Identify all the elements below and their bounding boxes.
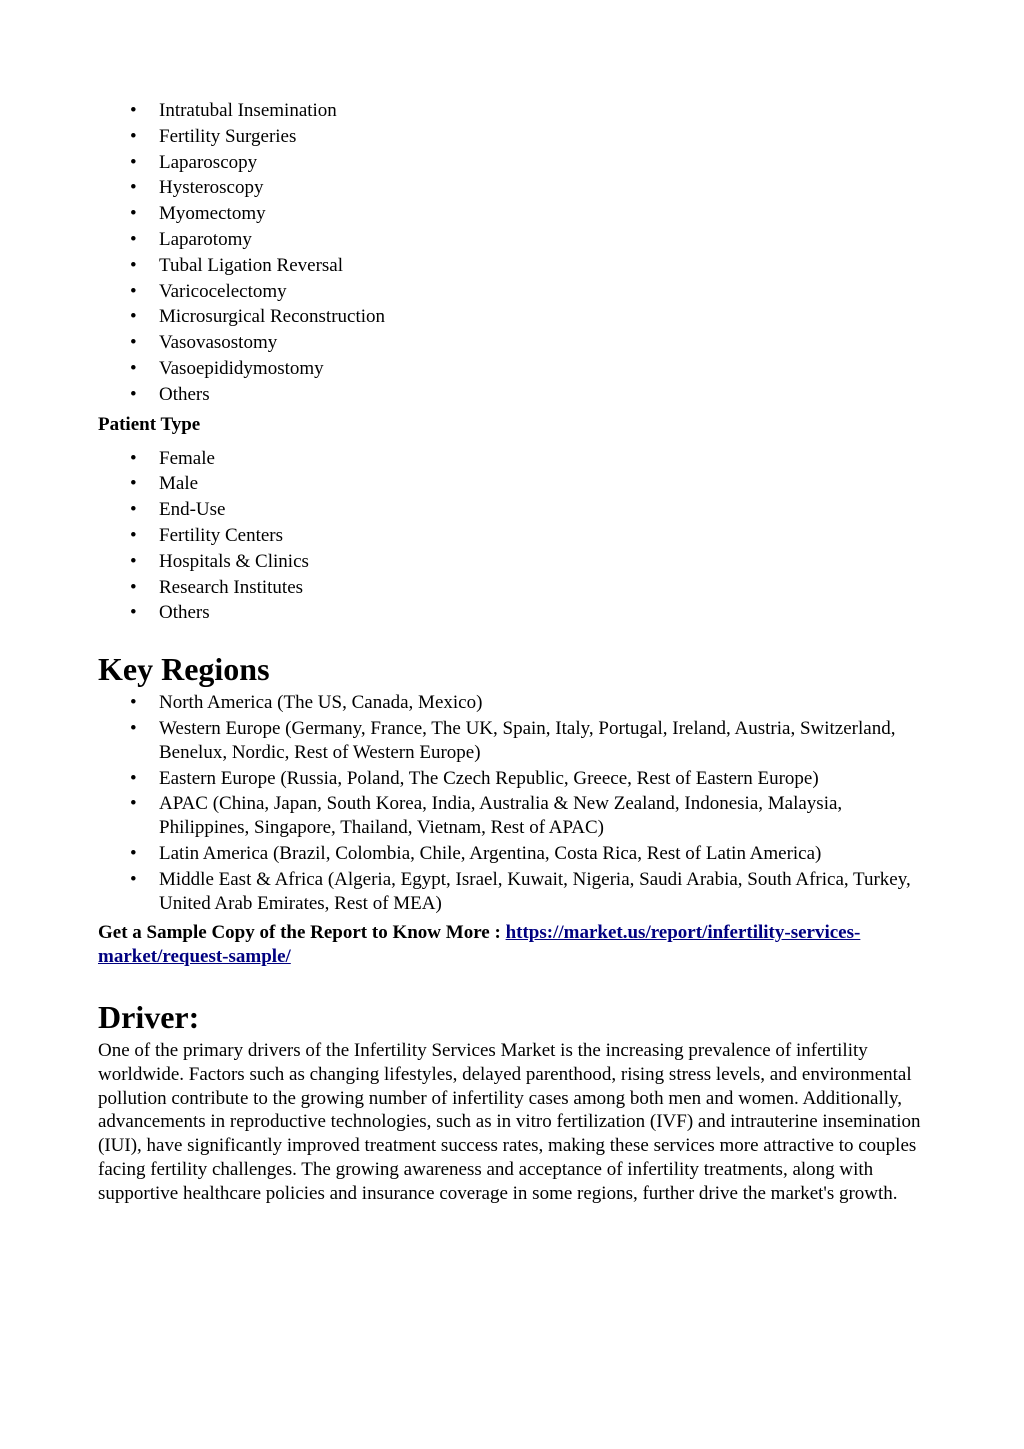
list-item bbox=[98, 717, 928, 765]
list-item-label: Vasoepididymostomy bbox=[159, 357, 324, 379]
list-item bbox=[98, 151, 928, 175]
bullet-icon: • bbox=[130, 473, 137, 495]
list-item bbox=[98, 498, 928, 522]
list-item-label: Eastern Europe (Russia, Poland, The Czech Republic, Greece, Rest of Eastern Europe) bbox=[159, 767, 819, 789]
list-item-label: Female bbox=[159, 447, 215, 469]
bullet-icon: • bbox=[130, 228, 137, 250]
document-page bbox=[98, 99, 928, 1205]
bullet-icon: • bbox=[130, 692, 137, 714]
bullet-icon: • bbox=[130, 576, 137, 598]
key-regions-heading: Key Regions bbox=[98, 651, 270, 688]
list-item bbox=[98, 99, 928, 123]
list-item bbox=[98, 842, 928, 866]
patient-type-list bbox=[98, 447, 928, 626]
list-item bbox=[98, 447, 928, 471]
driver-paragraph: One of the primary drivers of the Infertility Services Market is the increasing prevalence of infertility worldwide. Factors such as changing lifestyles, delayed parenthood, rising stress levels, and environmental pollution contribute to the growing number of infertility cases among both men and women. Additionally, advancements in reproductive technologies, such as in vitro fertilization (IVF) and intrauterine insemination (IUI), have significantly improved treatment success rates, making these services more attractive to couples facing fertility challenges. The growing awareness and acceptance of infertility treatments, along with supportive healthcare policies and insurance coverage in some regions, further drive the market's growth. bbox=[98, 1039, 921, 1204]
list-item-label: Others bbox=[159, 383, 210, 405]
list-item bbox=[98, 472, 928, 496]
list-item-label: Vasovasostomy bbox=[159, 332, 278, 354]
list-item bbox=[98, 691, 928, 715]
list-item bbox=[98, 254, 928, 278]
list-item-label: APAC (China, Japan, South Korea, India, Australia & New Zealand, Indonesia, Malaysia, Philippines, Singapore, Thailand, Vietnam, Rest of APAC) bbox=[159, 793, 843, 839]
list-item-label: Intratubal Insemination bbox=[159, 100, 337, 121]
bullet-icon: • bbox=[130, 842, 137, 864]
list-item bbox=[98, 868, 928, 916]
driver-heading: Driver: bbox=[98, 998, 200, 1035]
list-item-label: Varicocelectomy bbox=[159, 280, 287, 302]
list-item bbox=[98, 280, 928, 304]
list-item-label: End-Use bbox=[159, 499, 226, 521]
patient-type-heading: Patient Type bbox=[98, 413, 201, 435]
regions-list bbox=[98, 691, 928, 915]
bullet-icon: • bbox=[130, 125, 137, 147]
list-item-label: Myomectomy bbox=[159, 203, 266, 225]
list-item-label: Laparoscopy bbox=[159, 151, 258, 173]
bullet-icon: • bbox=[130, 280, 137, 302]
list-item-label: Others bbox=[159, 602, 210, 624]
list-item bbox=[98, 524, 928, 548]
bullet-icon: • bbox=[130, 100, 137, 121]
bullet-icon: • bbox=[130, 447, 137, 469]
list-item-label: Male bbox=[159, 473, 199, 495]
list-item-label: Western Europe (Germany, France, The UK, Spain, Italy, Portugal, Ireland, Austria, Switzerland, Benelux, Nordic, Rest of Western Europe) bbox=[159, 717, 896, 763]
list-item bbox=[98, 357, 928, 381]
list-item-label: Middle East & Africa (Algeria, Egypt, Israel, Kuwait, Nigeria, Saudi Arabia, South Africa, Turkey, United Arab Emirates, Rest of MEA) bbox=[159, 868, 911, 914]
list-item bbox=[98, 601, 928, 625]
bullet-icon: • bbox=[130, 332, 137, 354]
bullet-icon: • bbox=[130, 767, 137, 789]
bullet-icon: • bbox=[130, 717, 137, 739]
sample-copy-line bbox=[98, 921, 928, 969]
list-item bbox=[98, 576, 928, 600]
bullet-icon: • bbox=[130, 177, 137, 199]
list-item-label: Fertility Surgeries bbox=[159, 125, 297, 147]
sample-request-link[interactable]: https://market.us/report/infertility-services-market/request-sample/ bbox=[98, 922, 861, 968]
list-item bbox=[98, 228, 928, 252]
bullet-icon: • bbox=[130, 550, 137, 572]
list-item bbox=[98, 305, 928, 329]
list-item-label: Hysteroscopy bbox=[159, 177, 264, 199]
list-item-label: Tubal Ligation Reversal bbox=[159, 254, 343, 276]
list-item-label: Hospitals & Clinics bbox=[159, 550, 309, 572]
list-item bbox=[98, 125, 928, 149]
list-item bbox=[98, 383, 928, 407]
list-item-label: Fertility Centers bbox=[159, 524, 284, 546]
list-item bbox=[98, 331, 928, 355]
list-item-label: Latin America (Brazil, Colombia, Chile, Argentina, Costa Rica, Rest of Latin America) bbox=[159, 842, 822, 864]
bullet-icon: • bbox=[130, 151, 137, 173]
bullet-icon: • bbox=[130, 868, 137, 890]
bullet-icon: • bbox=[130, 203, 137, 225]
bullet-icon: • bbox=[130, 306, 137, 328]
list-item bbox=[98, 550, 928, 574]
bullet-icon: • bbox=[130, 254, 137, 276]
list-item bbox=[98, 176, 928, 200]
sample-copy-prefix: Get a Sample Copy of the Report to Know More : bbox=[98, 922, 506, 944]
bullet-icon: • bbox=[130, 524, 137, 546]
list-item-label: Microsurgical Reconstruction bbox=[159, 306, 386, 328]
list-item-label: Laparotomy bbox=[159, 228, 252, 250]
bullet-icon: • bbox=[130, 602, 137, 624]
list-item-label: North America (The US, Canada, Mexico) bbox=[159, 692, 483, 714]
list-item bbox=[98, 792, 928, 840]
bullet-icon: • bbox=[130, 793, 137, 815]
bullet-icon: • bbox=[130, 499, 137, 521]
bullet-icon: • bbox=[130, 357, 137, 379]
list-item-label: Research Institutes bbox=[159, 576, 304, 598]
list-item bbox=[98, 202, 928, 226]
procedures-list bbox=[98, 99, 928, 407]
bullet-icon: • bbox=[130, 383, 137, 405]
list-item bbox=[98, 767, 928, 791]
